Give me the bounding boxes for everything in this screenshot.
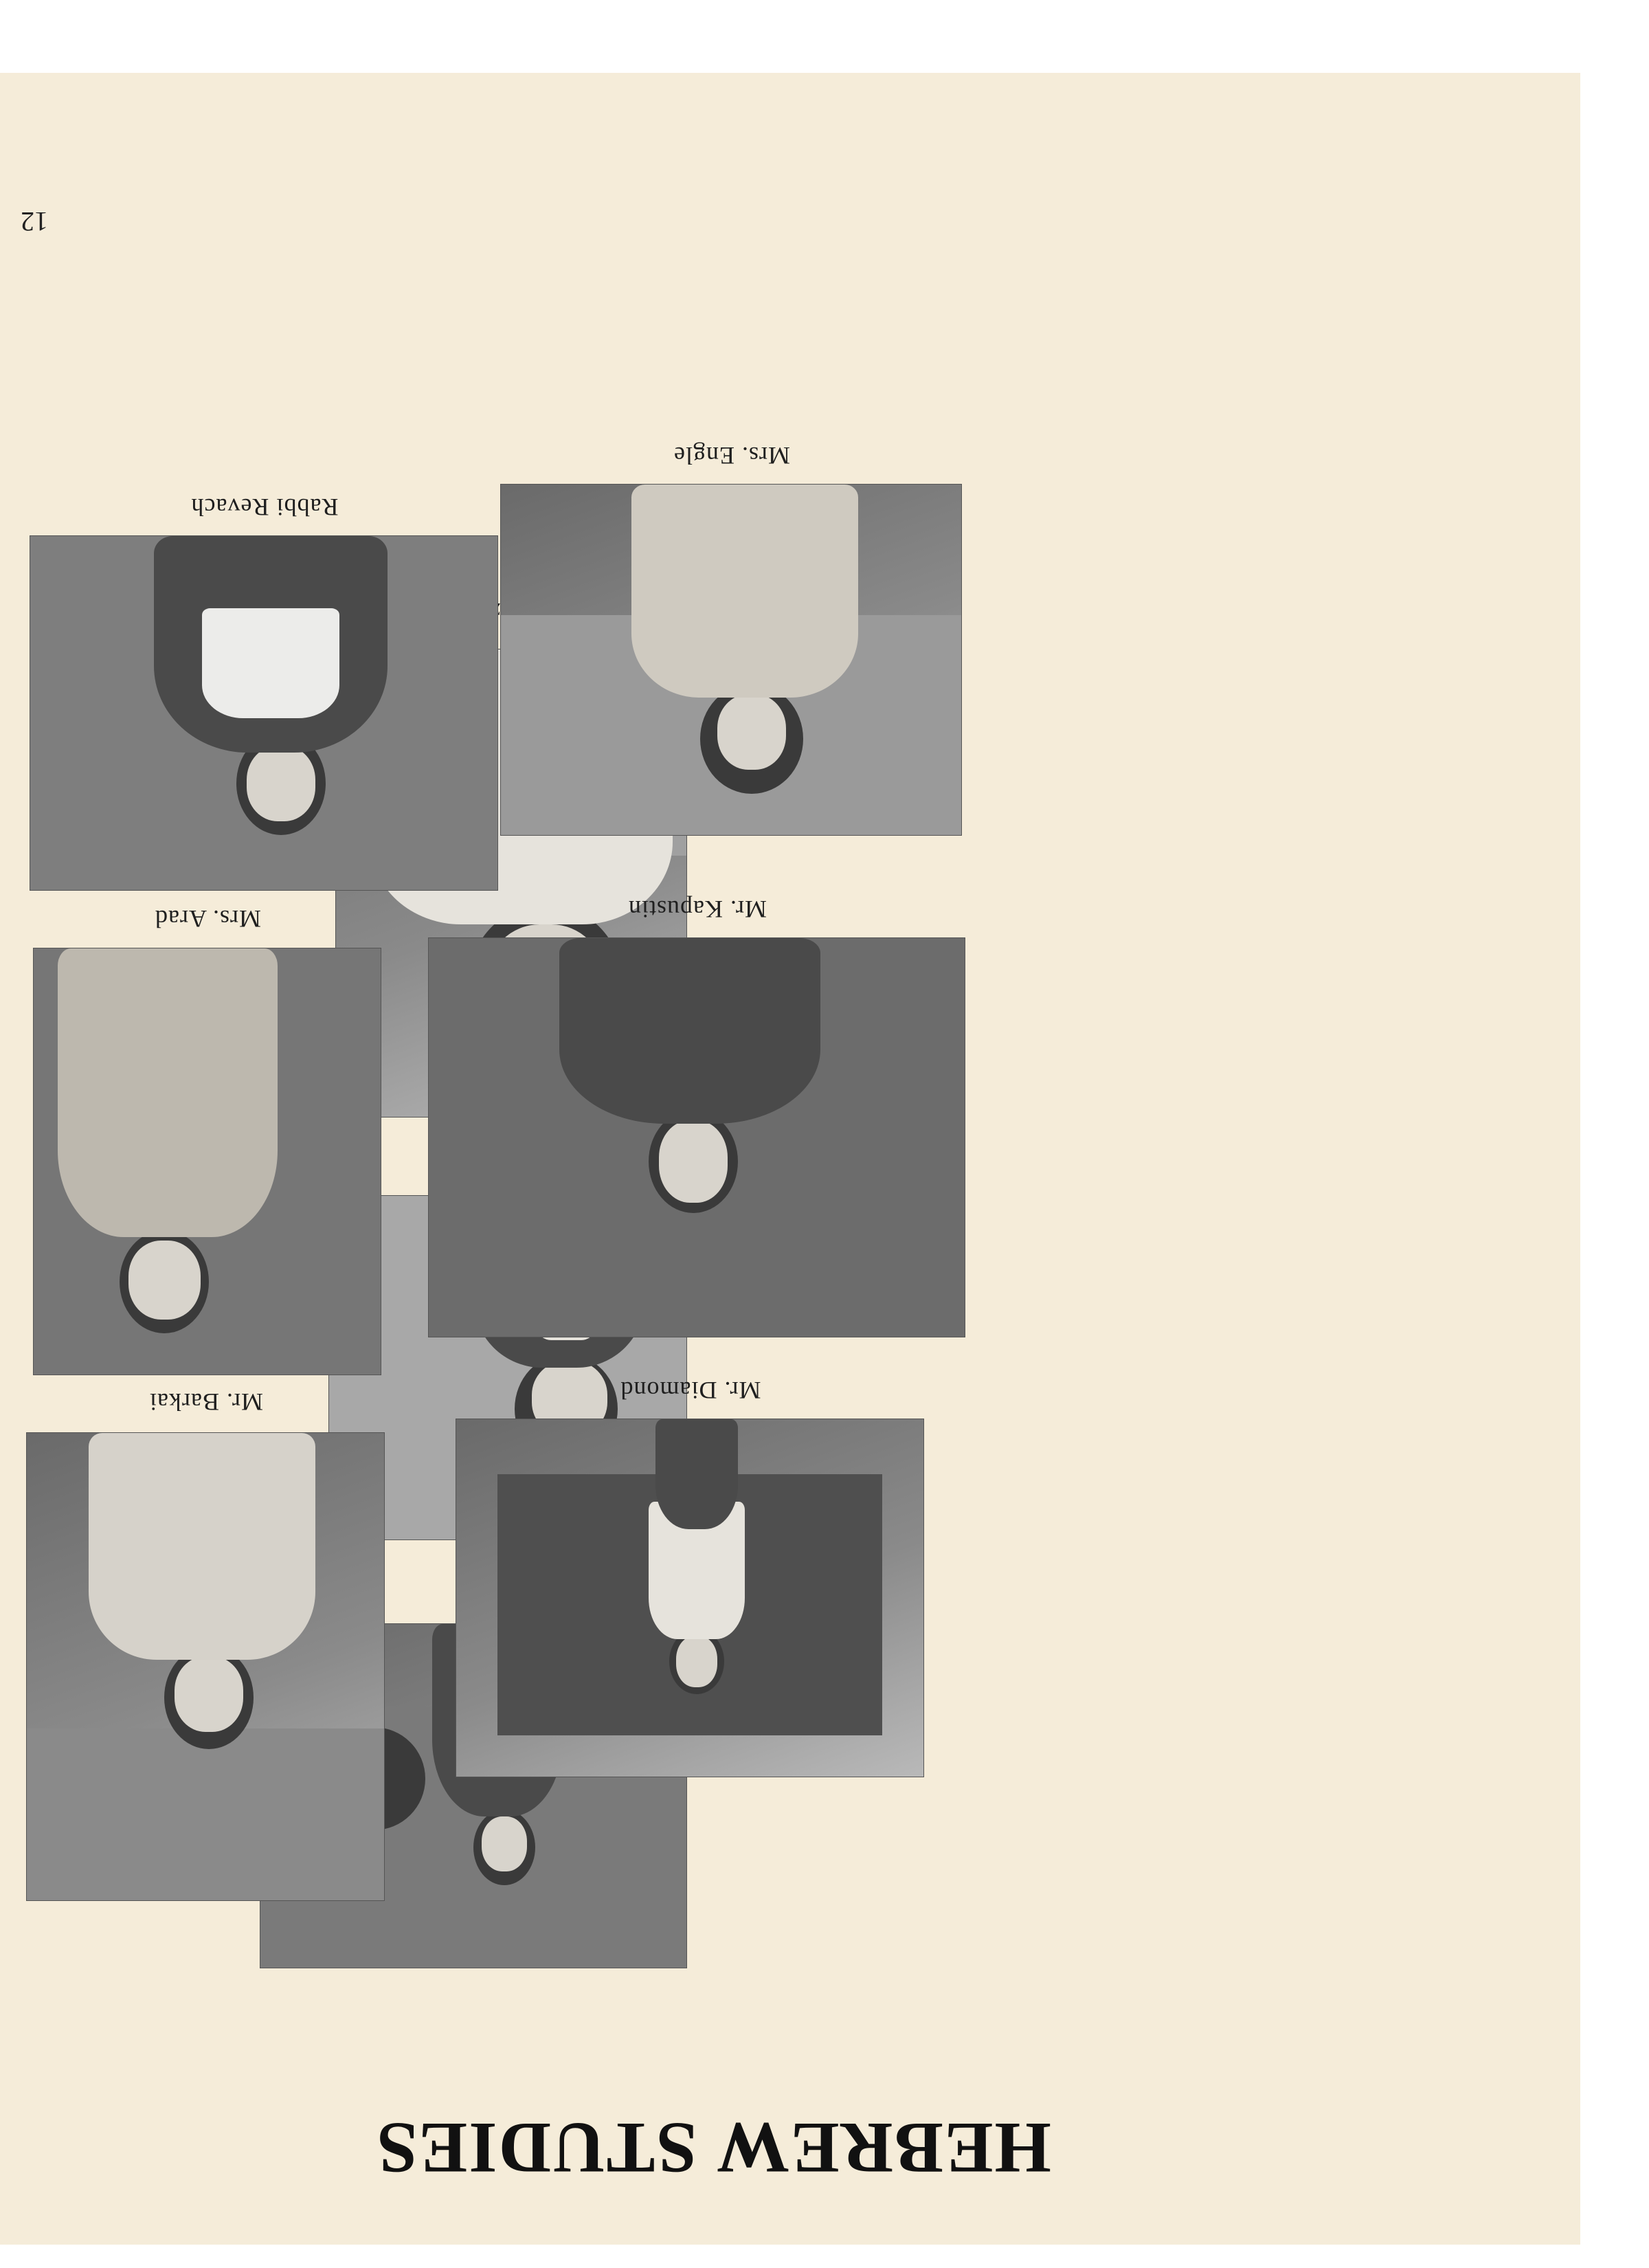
caption-mr-barkai: Mr. Barkai	[149, 1388, 263, 1416]
photo-mr-barkai	[26, 1432, 385, 1901]
caption-mr-diamond: Mr. Diamond	[620, 1377, 761, 1404]
caption-mr-kapustin: Mr. Kapustin	[628, 896, 767, 923]
yearbook-page	[0, 73, 1580, 2245]
photo-mrs-arad	[33, 948, 381, 1375]
page-number: 12	[21, 206, 48, 237]
photo-mr-diamond	[456, 1419, 924, 1777]
caption-mrs-arad: Mrs. Arad	[155, 905, 261, 933]
photo-rabbi-revach	[30, 535, 498, 891]
photo-mrs-engle	[500, 484, 962, 836]
photo-mr-kapustin	[428, 937, 965, 1337]
caption-mrs-engle: Mrs. Engle	[673, 442, 790, 469]
page-title: HEBREW STUDIES	[375, 2108, 1051, 2188]
caption-rabbi-revach: Rabbi Revach	[190, 493, 339, 521]
rotated-sheet	[0, 73, 1580, 2245]
